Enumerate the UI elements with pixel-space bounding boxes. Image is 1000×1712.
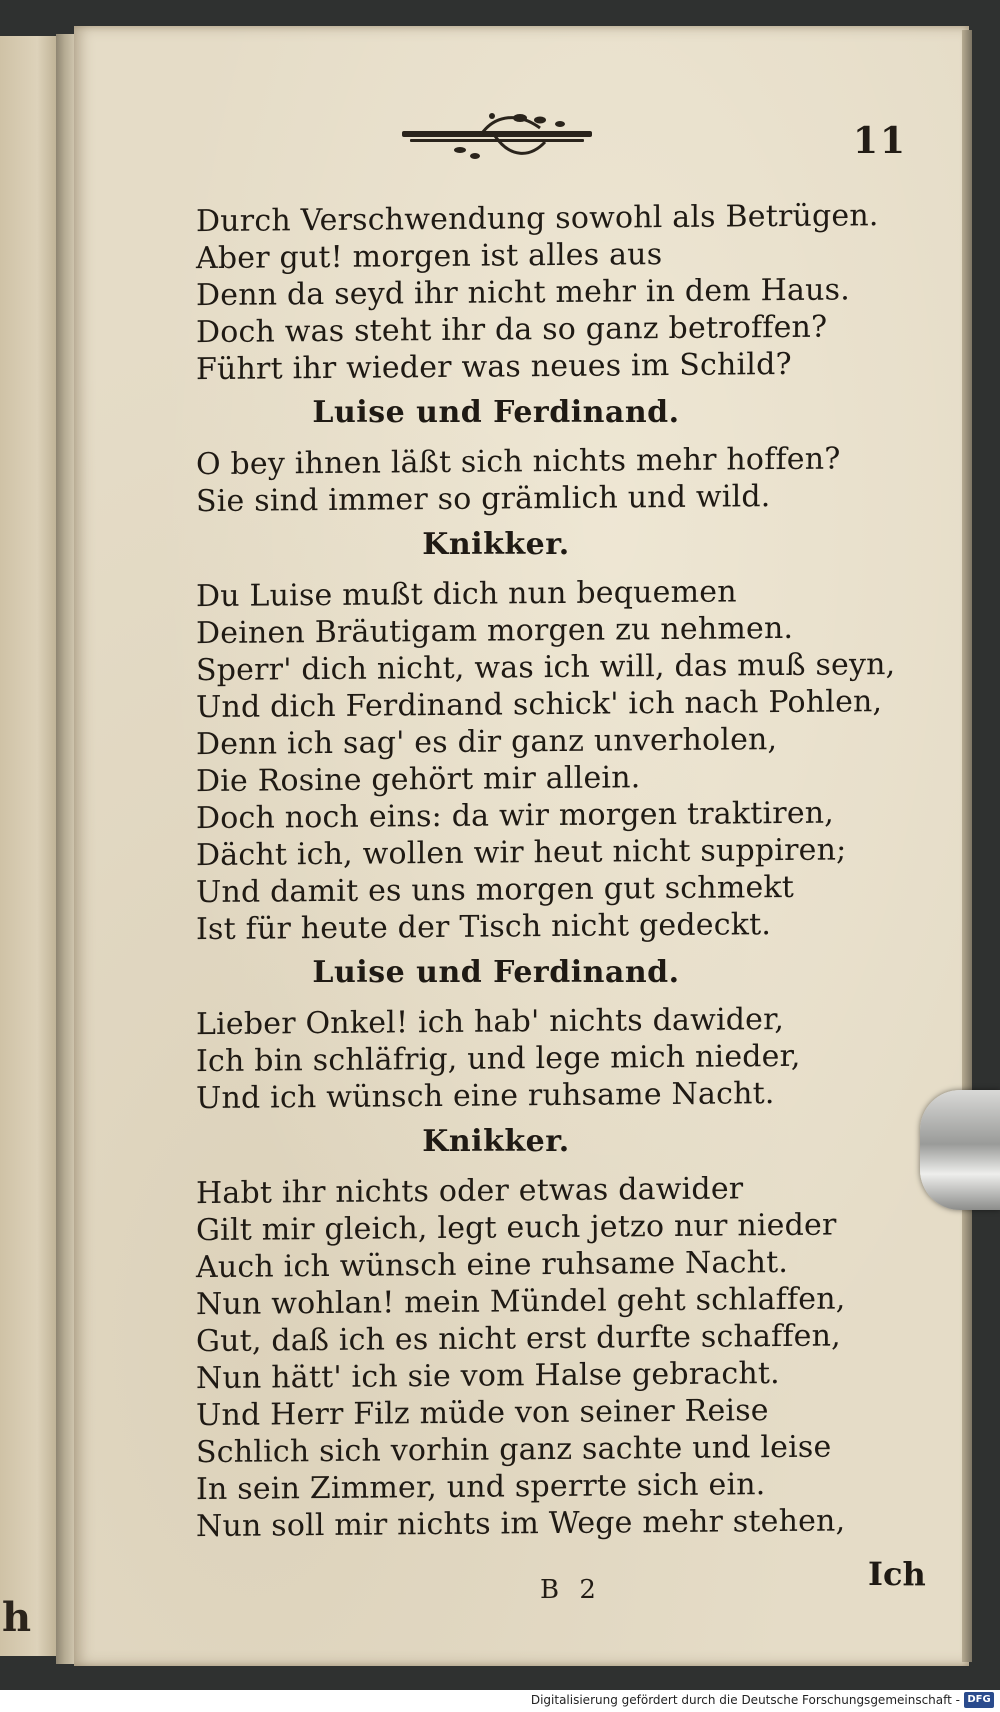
catchword: Ich bbox=[868, 1555, 926, 1593]
verse-line: Deinen Bräutigam morgen zu nehmen. bbox=[196, 610, 794, 652]
page-number: 11 bbox=[853, 120, 908, 162]
digitization-credit: Digitalisierung gefördert durch die Deutsche Forschungsgemeinschaft - bbox=[530, 1693, 960, 1707]
verse-line: Ist für heute der Tisch nicht gedeckt. bbox=[196, 907, 772, 948]
dfg-logo: DFG bbox=[964, 1692, 994, 1708]
verse-line: Auch ich wünsch eine ruhsame Nacht. bbox=[196, 1244, 789, 1286]
speaker-heading: Knikker. bbox=[422, 527, 570, 562]
verse-line: Und Herr Filz müde von seiner Reise bbox=[196, 1393, 769, 1434]
verse-line: Habt ihr nichts oder etwas dawider bbox=[196, 1171, 744, 1212]
speaker-heading: Luise und Ferdinand. bbox=[312, 395, 680, 430]
verse-line: Lieber Onkel! ich hab' nichts dawider, bbox=[196, 1002, 785, 1043]
verse-line: Schlich sich vorhin ganz sachte und leise bbox=[196, 1429, 832, 1471]
speaker-heading: Knikker. bbox=[422, 1124, 570, 1159]
floral-vignette-icon bbox=[400, 108, 600, 168]
verse-line: Du Luise mußt dich nun bequemen bbox=[196, 574, 737, 615]
facing-page-letter: h bbox=[2, 1594, 32, 1641]
verse-line: Führt ihr wieder was neues im Schild? bbox=[196, 346, 792, 388]
verse-line: Und dich Ferdinand schick' ich nach Pohlen, bbox=[196, 684, 883, 726]
verse-line: In sein Zimmer, und sperrte sich ein. bbox=[196, 1467, 766, 1508]
verse-line: Durch Verschwendung sowohl als Betrügen. bbox=[196, 198, 879, 240]
verse-line: Denn ich sag' es dir ganz unverholen, bbox=[196, 722, 778, 763]
verse-line: Die Rosine gehört mir allein. bbox=[196, 760, 641, 800]
verse-line: Sperr' dich nicht, was ich will, das muß seyn, bbox=[196, 647, 896, 689]
page-stack-edge bbox=[962, 30, 972, 1662]
verse-line: Und ich wünsch eine ruhsame Nacht. bbox=[196, 1076, 775, 1117]
verse-line: Denn da seyd ihr nicht mehr in dem Haus. bbox=[196, 272, 850, 314]
signature-mark: B 2 bbox=[540, 1575, 602, 1605]
verse-line: Gut, daß ich es nicht erst durfte schaffen, bbox=[196, 1318, 841, 1360]
verse-line: Gilt mir gleich, legt euch jetzo nur nieder bbox=[196, 1207, 837, 1249]
verse-line: Ich bin schläfrig, und lege mich nieder, bbox=[196, 1038, 801, 1080]
verse-line: O bey ihnen läßt sich nichts mehr hoffen? bbox=[196, 441, 841, 483]
verse-line: Sie sind immer so grämlich und wild. bbox=[196, 479, 771, 520]
verse-line: Nun soll mir nichts im Wege mehr stehen, bbox=[196, 1503, 846, 1545]
verse-line: Doch noch eins: da wir morgen traktiren, bbox=[196, 795, 835, 837]
verse-line: Aber gut! morgen ist alles aus bbox=[196, 237, 663, 277]
speaker-heading: Luise und Ferdinand. bbox=[312, 955, 680, 990]
verse-line: Dächt ich, wollen wir heut nicht suppiren; bbox=[196, 832, 847, 874]
verse-line: Doch was steht ihr da so ganz betroffen? bbox=[196, 309, 828, 351]
verse-line: Nun wohlan! mein Mündel geht schlaffen, bbox=[196, 1281, 846, 1323]
verse-line: Und damit es uns morgen gut schmekt bbox=[196, 869, 795, 911]
bookmark-clip-icon bbox=[920, 1090, 1000, 1210]
verse-line: Nun hätt' ich sie vom Halse gebracht. bbox=[196, 1356, 780, 1397]
verse-text bbox=[196, 198, 916, 1545]
facing-page-edge bbox=[0, 36, 62, 1656]
